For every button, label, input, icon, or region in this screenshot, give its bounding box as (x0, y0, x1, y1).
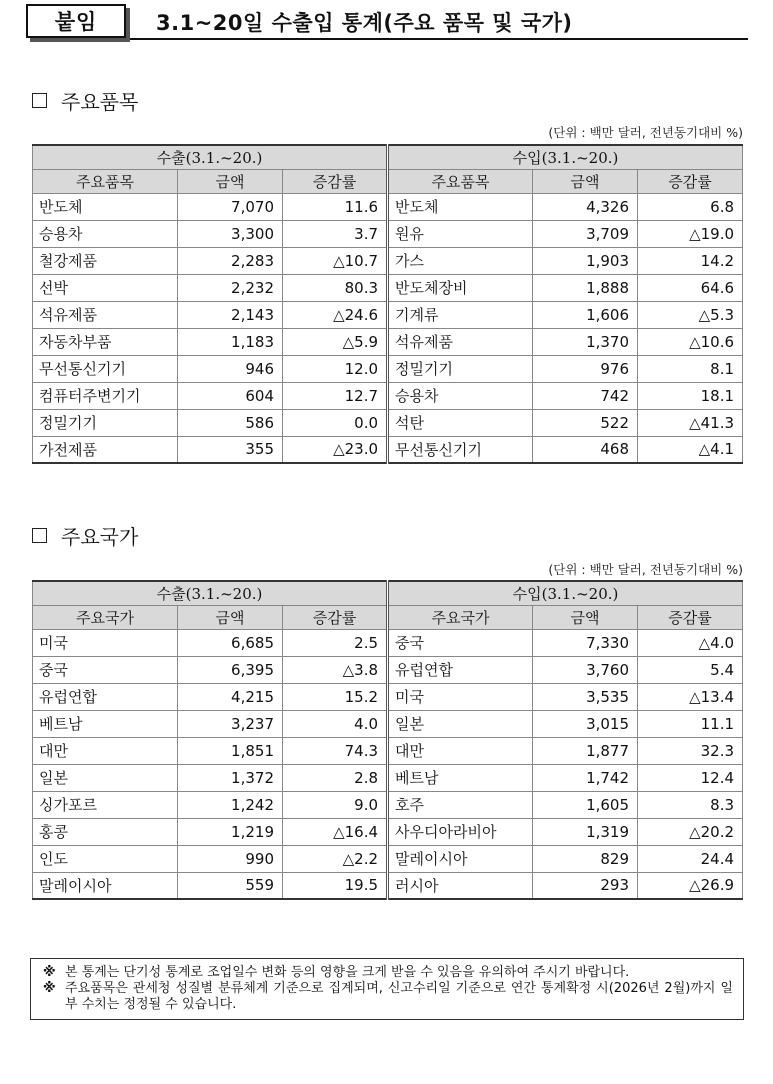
ex-amount-cell: 1,219 (178, 818, 283, 845)
table-row (33, 845, 743, 872)
ex-amount-cell: 559 (178, 872, 283, 899)
ex-change-cell: △24.6 (283, 301, 388, 328)
im-change-cell: △19.0 (638, 220, 743, 247)
ex-name-cell: 유럽연합 (33, 683, 178, 710)
ex-change-cell: 80.3 (283, 274, 388, 301)
ex-amount-cell: 1,183 (178, 328, 283, 355)
im-name-cell: 무선통신기기 (388, 436, 533, 463)
ex-name-cell: 대만 (33, 737, 178, 764)
im-amount-cell: 976 (533, 355, 638, 382)
note-mark: ※ (43, 981, 56, 996)
table-row (33, 818, 743, 845)
notes-box (30, 958, 744, 1020)
im-change-cell: △20.2 (638, 818, 743, 845)
im-amount-cell: 1,370 (533, 328, 638, 355)
im-change-cell: 14.2 (638, 247, 743, 274)
ex-name-cell: 반도체 (33, 193, 178, 220)
im-name-cell: 반도체 (388, 193, 533, 220)
section-title-countries-text: 주요국가 (61, 525, 139, 549)
im-amount-cell: 293 (533, 872, 638, 899)
im-name-cell: 중국 (388, 629, 533, 656)
table-row (33, 328, 743, 355)
im-amount-cell: 1,877 (533, 737, 638, 764)
im-change-cell: 32.3 (638, 737, 743, 764)
attachment-badge: 붙임 (26, 4, 126, 38)
ex-amount-cell: 6,685 (178, 629, 283, 656)
ex-name-cell: 베트남 (33, 710, 178, 737)
ex-amount-cell: 4,215 (178, 683, 283, 710)
table-row (33, 355, 743, 382)
im-name-cell: 러시아 (388, 872, 533, 899)
ex-change-cell: △23.0 (283, 436, 388, 463)
square-bullet-icon (32, 528, 47, 543)
ex-change-cell: 11.6 (283, 193, 388, 220)
ex-name-cell: 홍콩 (33, 818, 178, 845)
im-name-cell: 기계류 (388, 301, 533, 328)
im-change-cell: △13.4 (638, 683, 743, 710)
im-change-cell: △10.6 (638, 328, 743, 355)
ex-change-cell: 4.0 (283, 710, 388, 737)
ex-name-cell: 철강제품 (33, 247, 178, 274)
ex-amount-cell: 6,395 (178, 656, 283, 683)
ex-change-cell: △5.9 (283, 328, 388, 355)
ex-change-cell: 12.7 (283, 382, 388, 409)
im-name-cell: 석유제품 (388, 328, 533, 355)
items-table (32, 144, 743, 464)
ex-amount-cell: 990 (178, 845, 283, 872)
table-row (33, 629, 743, 656)
table-row (33, 737, 743, 764)
ex-amount-cell: 1,242 (178, 791, 283, 818)
ex-name-cell: 미국 (33, 629, 178, 656)
im-change-cell: △4.0 (638, 629, 743, 656)
im-change-cell: △4.1 (638, 436, 743, 463)
im-amount-cell: 3,709 (533, 220, 638, 247)
table-row (33, 274, 743, 301)
ex-change-cell: 0.0 (283, 409, 388, 436)
table-row (33, 193, 743, 220)
table-row (33, 872, 743, 899)
ex-name-cell: 석유제품 (33, 301, 178, 328)
section-title-items (32, 86, 138, 115)
ex-name-cell: 컴퓨터주변기기 (33, 382, 178, 409)
ex-amount-cell: 1,851 (178, 737, 283, 764)
ex-amount-cell: 2,143 (178, 301, 283, 328)
im-amount-cell: 1,606 (533, 301, 638, 328)
ex-amount-cell: 7,070 (178, 193, 283, 220)
section-title-items-text: 주요품목 (61, 90, 139, 114)
im-amount-cell: 1,605 (533, 791, 638, 818)
ex-name-cell: 가전제품 (33, 436, 178, 463)
col-header-amount: 금액 (533, 169, 638, 193)
im-name-cell: 승용차 (388, 382, 533, 409)
ex-change-cell: 15.2 (283, 683, 388, 710)
ex-amount-cell: 1,372 (178, 764, 283, 791)
note-item (43, 965, 733, 981)
im-change-cell: 64.6 (638, 274, 743, 301)
ex-change-cell: △3.8 (283, 656, 388, 683)
document-title: 3.1~20일 수출입 통계(주요 품목 및 국가) (156, 11, 573, 35)
ex-amount-cell: 3,237 (178, 710, 283, 737)
im-name-cell: 베트남 (388, 764, 533, 791)
square-bullet-icon (32, 93, 47, 108)
ex-change-cell: 12.0 (283, 355, 388, 382)
table-row (33, 764, 743, 791)
ex-amount-cell: 2,283 (178, 247, 283, 274)
col-header-change: 증감률 (283, 169, 388, 193)
ex-name-cell: 선박 (33, 274, 178, 301)
im-amount-cell: 3,760 (533, 656, 638, 683)
note-text: 주요품목은 관세청 성질별 분류체계 기준으로 집계되며, 신고수리일 기준으로 연간 통계확정 시(2026년 2월)까지 일부 수치는 정정될 수 있습니다. (65, 981, 733, 1012)
note-mark: ※ (43, 965, 56, 980)
export-group-header: 수출(3.1.~20.) (33, 581, 388, 605)
ex-name-cell: 중국 (33, 656, 178, 683)
im-name-cell: 호주 (388, 791, 533, 818)
table-row (33, 301, 743, 328)
ex-name-cell: 일본 (33, 764, 178, 791)
title-underline (130, 38, 748, 40)
ex-name-cell: 인도 (33, 845, 178, 872)
im-change-cell: 24.4 (638, 845, 743, 872)
import-group-header: 수입(3.1.~20.) (388, 145, 743, 169)
im-change-cell: △41.3 (638, 409, 743, 436)
import-group-header: 수입(3.1.~20.) (388, 581, 743, 605)
table-row (33, 247, 743, 274)
im-amount-cell: 1,903 (533, 247, 638, 274)
im-amount-cell: 1,888 (533, 274, 638, 301)
im-name-cell: 석탄 (388, 409, 533, 436)
col-header-change: 증감률 (638, 169, 743, 193)
col-header-amount: 금액 (178, 605, 283, 629)
im-amount-cell: 468 (533, 436, 638, 463)
ex-change-cell: 3.7 (283, 220, 388, 247)
im-amount-cell: 1,742 (533, 764, 638, 791)
ex-name-cell: 정밀기기 (33, 409, 178, 436)
ex-change-cell: 19.5 (283, 872, 388, 899)
im-name-cell: 일본 (388, 710, 533, 737)
im-name-cell: 말레이시아 (388, 845, 533, 872)
note-text: 본 통계는 단기성 통계로 조업일수 변화 등의 영향을 크게 받을 수 있음을 유의하여 주시기 바랍니다. (65, 965, 630, 980)
col-header-change: 증감률 (283, 605, 388, 629)
im-amount-cell: 1,319 (533, 818, 638, 845)
im-name-cell: 사우디아라비아 (388, 818, 533, 845)
note-item (43, 981, 733, 1013)
im-change-cell: 11.1 (638, 710, 743, 737)
col-header-name: 주요국가 (33, 605, 178, 629)
im-name-cell: 정밀기기 (388, 355, 533, 382)
col-header-name: 주요품목 (388, 169, 533, 193)
export-group-header: 수출(3.1.~20.) (33, 145, 388, 169)
table-row (33, 436, 743, 463)
ex-amount-cell: 2,232 (178, 274, 283, 301)
col-header-amount: 금액 (533, 605, 638, 629)
ex-change-cell: △16.4 (283, 818, 388, 845)
ex-name-cell: 싱가포르 (33, 791, 178, 818)
im-name-cell: 반도체장비 (388, 274, 533, 301)
im-change-cell: 18.1 (638, 382, 743, 409)
ex-amount-cell: 3,300 (178, 220, 283, 247)
im-name-cell: 유럽연합 (388, 656, 533, 683)
table-row (33, 220, 743, 247)
im-amount-cell: 3,015 (533, 710, 638, 737)
ex-change-cell: 2.5 (283, 629, 388, 656)
ex-change-cell: 74.3 (283, 737, 388, 764)
im-name-cell: 가스 (388, 247, 533, 274)
im-amount-cell: 522 (533, 409, 638, 436)
im-name-cell: 대만 (388, 737, 533, 764)
ex-amount-cell: 355 (178, 436, 283, 463)
ex-name-cell: 승용차 (33, 220, 178, 247)
page-header (26, 4, 748, 40)
im-change-cell: △5.3 (638, 301, 743, 328)
ex-name-cell: 말레이시아 (33, 872, 178, 899)
im-change-cell: 8.1 (638, 355, 743, 382)
im-change-cell: 6.8 (638, 193, 743, 220)
ex-amount-cell: 946 (178, 355, 283, 382)
countries-table (32, 580, 743, 900)
ex-name-cell: 무선통신기기 (33, 355, 178, 382)
ex-change-cell: 9.0 (283, 791, 388, 818)
col-header-name: 주요국가 (388, 605, 533, 629)
col-header-change: 증감률 (638, 605, 743, 629)
im-amount-cell: 3,535 (533, 683, 638, 710)
col-header-amount: 금액 (178, 169, 283, 193)
im-name-cell: 미국 (388, 683, 533, 710)
im-amount-cell: 4,326 (533, 193, 638, 220)
unit-note-items: (단위 : 백만 달러, 전년동기대비 %) (548, 125, 743, 140)
im-name-cell: 원유 (388, 220, 533, 247)
ex-change-cell: 2.8 (283, 764, 388, 791)
table-row (33, 710, 743, 737)
col-header-name: 주요품목 (33, 169, 178, 193)
table-row (33, 656, 743, 683)
im-amount-cell: 829 (533, 845, 638, 872)
im-change-cell: 5.4 (638, 656, 743, 683)
im-amount-cell: 7,330 (533, 629, 638, 656)
im-change-cell: 12.4 (638, 764, 743, 791)
ex-name-cell: 자동차부품 (33, 328, 178, 355)
section-title-countries (32, 521, 138, 550)
im-change-cell: 8.3 (638, 791, 743, 818)
table-row (33, 382, 743, 409)
ex-amount-cell: 604 (178, 382, 283, 409)
ex-change-cell: △10.7 (283, 247, 388, 274)
im-change-cell: △26.9 (638, 872, 743, 899)
ex-change-cell: △2.2 (283, 845, 388, 872)
table-row (33, 791, 743, 818)
table-row (33, 409, 743, 436)
im-amount-cell: 742 (533, 382, 638, 409)
ex-amount-cell: 586 (178, 409, 283, 436)
unit-note-countries: (단위 : 백만 달러, 전년동기대비 %) (548, 562, 743, 577)
table-row (33, 683, 743, 710)
